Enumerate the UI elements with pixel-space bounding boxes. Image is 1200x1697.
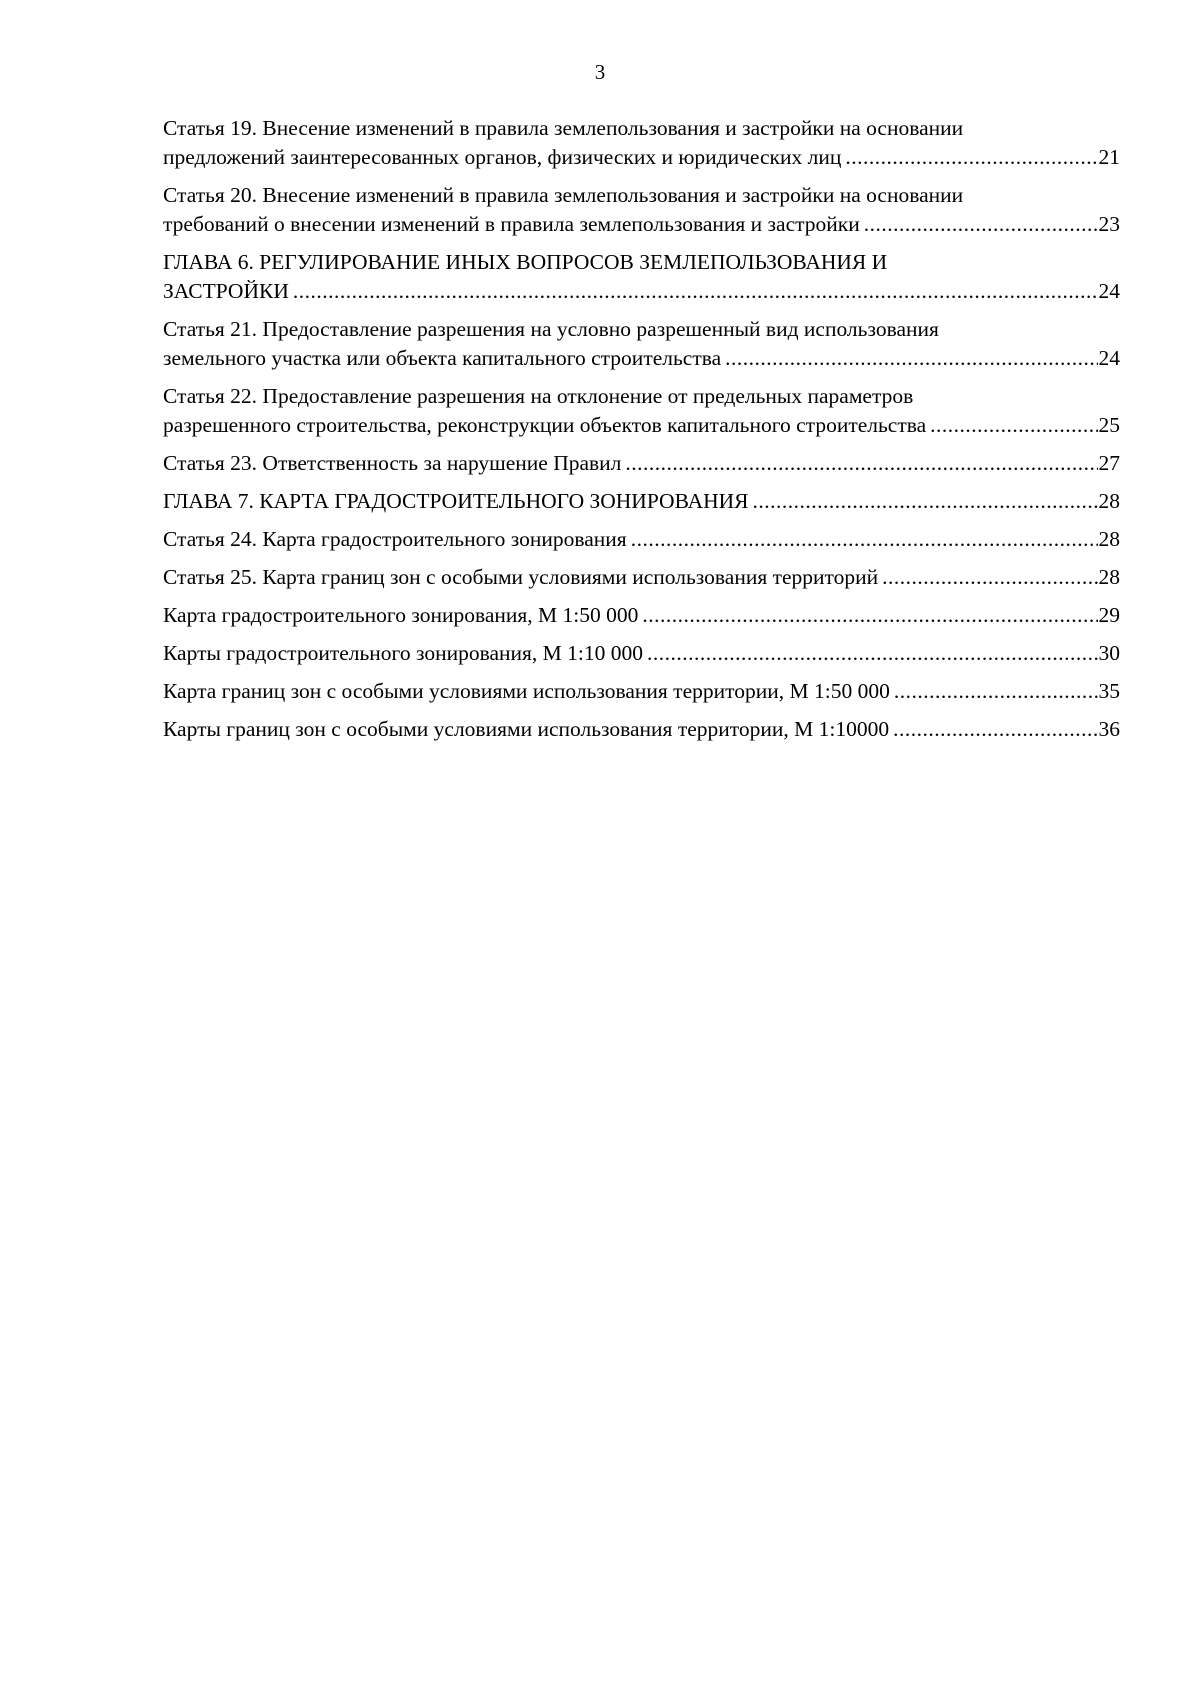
toc-page-number: 21: [1098, 145, 1120, 169]
toc-entry-article-19[interactable]: [163, 114, 1120, 172]
toc-entry-title: ГЛАВА 7. КАРТА ГРАДОСТРОИТЕЛЬНОГО ЗОНИРОВАНИЯ: [163, 489, 749, 513]
toc-page-number: 28: [1098, 489, 1120, 513]
toc-page-number: 24: [1098, 346, 1120, 370]
dot-leader: [647, 639, 1098, 668]
toc-entry-article-24[interactable]: [163, 525, 1120, 554]
toc-entry-last-line: [163, 344, 1120, 373]
dot-leader: [930, 411, 1097, 440]
dot-leader: [893, 715, 1097, 744]
dot-leader: [631, 525, 1098, 554]
toc-entry-zoning-maps-10000[interactable]: [163, 639, 1120, 668]
dot-leader: [753, 487, 1098, 516]
page-number: 3: [594, 60, 606, 84]
toc-entry-title-continuation: разрешенного строительства, реконструкции объектов капитального строительства: [163, 413, 927, 437]
dot-leader: [894, 677, 1098, 706]
dot-leader: [625, 449, 1097, 478]
toc-entry-title-continuation: требований о внесении изменений в правила землепользования и застройки: [163, 212, 860, 236]
toc-entry-article-21[interactable]: [163, 315, 1120, 373]
toc-page-number: 25: [1098, 413, 1120, 437]
toc-entry-title: Карты градостроительного зонирования, М 1:10 000: [163, 641, 643, 665]
toc-entry-title-continuation: предложений заинтересованных органов, физических и юридических лиц: [163, 145, 842, 169]
toc-entry-title-line: Статья 20. Внесение изменений в правила землепользования и застройки на основании: [163, 183, 964, 207]
dot-leader: [864, 210, 1098, 239]
toc-entry-article-23[interactable]: [163, 449, 1120, 478]
toc-entry-title: Карты границ зон с особыми условиями использования территории, М 1:10000: [163, 717, 890, 741]
toc-page-number: 28: [1098, 565, 1120, 589]
table-of-contents: [163, 114, 1120, 753]
toc-page-number: 28: [1098, 527, 1120, 551]
toc-entry-title-line: ГЛАВА 6. РЕГУЛИРОВАНИЕ ИНЫХ ВОПРОСОВ ЗЕМЛЕПОЛЬЗОВАНИЯ И: [163, 250, 888, 274]
toc-entry-title: Карта границ зон с особыми условиями использования территории, М 1:50 000: [163, 679, 890, 703]
toc-page-number: 35: [1098, 679, 1120, 703]
toc-page-number: 29: [1098, 603, 1120, 627]
toc-entry-line: [163, 563, 1120, 592]
toc-entry-title-continuation: ЗАСТРОЙКИ: [163, 279, 289, 303]
toc-page-number: 27: [1098, 451, 1120, 475]
toc-entry-title-line: Статья 19. Внесение изменений в правила землепользования и застройки на основании: [163, 116, 964, 140]
toc-entry-title: Статья 25. Карта границ зон с особыми условиями использования территорий: [163, 565, 879, 589]
toc-entry-title-line: Статья 22. Предоставление разрешения на отклонение от предельных параметров: [163, 384, 914, 408]
dot-leader: [293, 277, 1098, 306]
dot-leader: [725, 344, 1097, 373]
toc-entry-chapter-7[interactable]: [163, 487, 1120, 516]
toc-entry-last-line: [163, 210, 1120, 239]
toc-entry-special-zones-map-50000[interactable]: [163, 677, 1120, 706]
toc-entry-line: [163, 487, 1120, 516]
toc-entry-chapter-6[interactable]: [163, 248, 1120, 306]
toc-entry-article-25[interactable]: [163, 563, 1120, 592]
toc-entry-line: [163, 715, 1120, 744]
toc-entry-title: Статья 24. Карта градостроительного зонирования: [163, 527, 627, 551]
toc-page-number: 30: [1098, 641, 1120, 665]
dot-leader: [882, 563, 1097, 592]
toc-entry-title-continuation: земельного участка или объекта капитального строительства: [163, 346, 722, 370]
toc-entry-last-line: [163, 143, 1120, 172]
toc-entry-title: Карта градостроительного зонирования, М 1:50 000: [163, 603, 639, 627]
toc-page-number: 23: [1098, 212, 1120, 236]
toc-entry-line: [163, 677, 1120, 706]
toc-entry-last-line: [163, 411, 1120, 440]
toc-entry-article-20[interactable]: [163, 181, 1120, 239]
toc-entry-line: [163, 525, 1120, 554]
toc-entry-line: [163, 601, 1120, 630]
toc-entry-zoning-map-50000[interactable]: [163, 601, 1120, 630]
toc-entry-last-line: [163, 277, 1120, 306]
toc-entry-title-line: Статья 21. Предоставление разрешения на условно разрешенный вид использования: [163, 317, 939, 341]
toc-entry-article-22[interactable]: [163, 382, 1120, 440]
toc-entry-title: Статья 23. Ответственность за нарушение Правил: [163, 451, 622, 475]
toc-entry-line: [163, 639, 1120, 668]
toc-page-number: 24: [1098, 279, 1120, 303]
dot-leader: [845, 143, 1097, 172]
dot-leader: [642, 601, 1097, 630]
toc-entry-special-zones-maps-10000[interactable]: [163, 715, 1120, 744]
toc-page-number: 36: [1098, 717, 1120, 741]
toc-entry-line: [163, 449, 1120, 478]
